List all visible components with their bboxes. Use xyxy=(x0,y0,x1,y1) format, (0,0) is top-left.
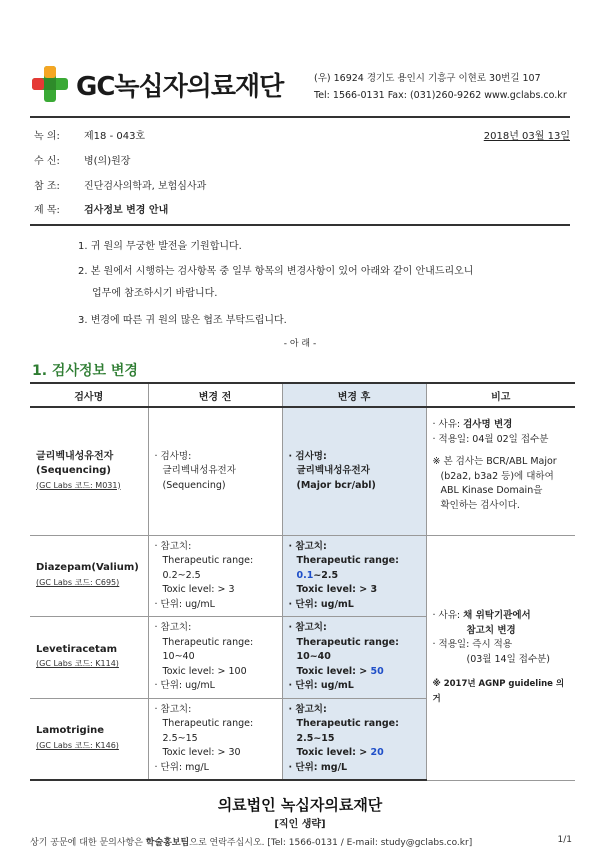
footer-contact-a: 상기 공문에 대한 문의사항은 xyxy=(30,838,146,848)
after-line: · 참고치: xyxy=(288,540,327,552)
after-line: · 참고치: xyxy=(288,622,327,633)
below-heading: - 아 래 - xyxy=(283,339,317,349)
after-text: Toxic level: > xyxy=(296,665,371,677)
before-line: · 참고치: xyxy=(154,540,192,552)
footer-organization: 의료법인 녹십자의료재단 xyxy=(217,796,383,814)
subject: 검사정보 변경 안내 xyxy=(84,205,169,216)
table-row xyxy=(30,535,575,617)
note-value: 검사명 변경 xyxy=(463,419,513,430)
test-name-sub: (Sequencing) xyxy=(36,465,111,476)
before-line: · 단위: ug/mL xyxy=(154,680,215,691)
before-line: · 단위: mg/L xyxy=(154,761,209,773)
after-cell xyxy=(282,407,426,535)
before-line: · 단위: ug/mL xyxy=(154,598,215,610)
note-line: ※ 2017년 AGNP guideline 의거 xyxy=(432,679,565,704)
after-line: · 검사명: xyxy=(288,450,327,462)
test-name-cell xyxy=(30,407,148,535)
table-row xyxy=(30,407,575,535)
logo xyxy=(30,62,320,106)
footer-contact xyxy=(30,835,472,848)
note-line xyxy=(433,609,570,624)
body-paragraph-2a: 2. 본 원에서 시행하는 검사항목 중 일부 항목의 변경사항이 있어 아래와 같이 안내드리오니 xyxy=(78,266,474,277)
after-cell xyxy=(282,535,426,617)
changed-value: 50 xyxy=(370,665,384,677)
meta-divider xyxy=(30,224,570,226)
note-line: 확인하는 검사이다. xyxy=(440,499,520,511)
changed-value: 0.1 xyxy=(296,569,314,581)
shared-note-cell xyxy=(426,535,575,780)
after-text: Therapeutic range: xyxy=(296,555,399,566)
changed-value: 20 xyxy=(370,747,384,758)
test-code: (GC Labs 코드: K114) xyxy=(36,659,119,669)
recipient: 병(의)원장 xyxy=(84,156,131,167)
after-line: · 단위: ug/mL xyxy=(288,598,354,610)
note-line: · 적용일: 04월 02일 접수분 xyxy=(432,433,549,445)
before-cell xyxy=(148,407,282,535)
test-name: Levetiracetam xyxy=(36,643,118,655)
section-title: 1. 검사정보 변경 xyxy=(32,363,138,379)
note-line xyxy=(433,418,570,433)
test-code: (GC Labs 코드: M031) xyxy=(36,480,121,490)
before-line: · 참고치: xyxy=(154,622,192,633)
reference-label: 참 조: xyxy=(34,181,60,192)
note-line: ABL Kinase Domain을 xyxy=(440,485,543,496)
note-cell xyxy=(426,407,575,535)
after-cell xyxy=(282,617,426,699)
body-paragraph-3: 3. 변경에 따른 귀 원의 많은 협조 부탁드립니다. xyxy=(78,315,287,326)
after-line xyxy=(289,746,420,761)
address-block xyxy=(314,70,584,104)
after-line: Therapeutic range: 10~40 xyxy=(296,636,399,662)
after-line: · 단위: ug/mL xyxy=(288,680,354,691)
footer-seal-note: [직인 생략] xyxy=(274,819,326,830)
before-line: Therapeutic range: 0.2~2.5 xyxy=(162,555,254,581)
footer-contact-team: 학술홍보팀 xyxy=(145,838,190,848)
footer-contact-c: 으로 연락주십시오. [Tel: 1566-0131 / E-mail: study@gclabs.co.kr] xyxy=(189,838,473,848)
after-line: · 참고치: xyxy=(288,703,327,715)
reference-row xyxy=(34,177,206,192)
note-line: (b2a2, b3a2 등)에 대하여 xyxy=(440,470,554,482)
doc-number-row xyxy=(34,127,145,142)
note-line: · 적용일: 즉시 적용 xyxy=(432,639,513,650)
test-code: (GC Labs 코드: C695) xyxy=(36,577,120,587)
note-label: · 사유: xyxy=(432,610,464,621)
before-cell xyxy=(148,698,282,780)
before-line: Toxic level: > 30 xyxy=(162,747,241,758)
subject-label: 제 목: xyxy=(34,205,60,216)
after-line xyxy=(289,554,420,583)
test-name: Diazepam(Valium) xyxy=(36,562,139,574)
table-header-row xyxy=(30,383,575,407)
recipient-row xyxy=(34,152,130,167)
doc-date: 2018년 03월 13일 xyxy=(483,131,570,142)
before-line: 글리벡내성유전자 xyxy=(162,465,236,476)
before-line: · 참고치: xyxy=(154,703,192,715)
after-line: (Major bcr/abl) xyxy=(296,479,376,491)
logo-text: GC녹십자의료재단 xyxy=(76,72,284,102)
col-header-before: 변경 전 xyxy=(148,383,282,407)
header-divider xyxy=(30,116,570,118)
test-name-cell xyxy=(30,535,148,617)
before-cell xyxy=(148,617,282,699)
test-name-cell xyxy=(30,617,148,699)
after-line: 글리벡내성유전자 xyxy=(296,465,370,476)
before-line: Therapeutic range: 10~40 xyxy=(162,636,254,662)
after-line xyxy=(289,665,420,680)
contact-line: Tel: 1566-0131 Fax: (031)260-9262 www.gclabs.co.kr xyxy=(314,90,567,101)
after-text: ~2.5 xyxy=(313,569,339,581)
note-value: 채 위탁기관에서 xyxy=(463,610,531,621)
note-line: 참고치 변경 xyxy=(466,624,516,636)
body-paragraph-2b: 업무에 참조하시기 바랍니다. xyxy=(92,288,218,299)
page-number: 1/1 xyxy=(557,835,572,845)
after-line: · 단위: mg/L xyxy=(288,761,348,773)
col-header-note: 비고 xyxy=(426,383,575,407)
before-cell xyxy=(148,535,282,617)
before-line: Toxic level: > 3 xyxy=(162,584,235,595)
test-name: 글리벡내성유전자 xyxy=(36,450,114,462)
before-line: Therapeutic range: 2.5~15 xyxy=(162,718,254,744)
after-cell xyxy=(282,698,426,780)
address-line: (우) 16924 경기도 용인시 기흥구 이현로 30번길 107 xyxy=(314,73,541,84)
note-line: ※ 본 검사는 BCR/ABL Major xyxy=(432,456,557,467)
recipient-label: 수 신: xyxy=(34,156,60,167)
col-header-name: 검사명 xyxy=(30,383,148,407)
body-paragraph-1: 1. 귀 원의 무궁한 발전을 기원합니다. xyxy=(78,241,242,252)
doc-number-label: 녹 의: xyxy=(34,131,60,142)
test-name-cell xyxy=(30,698,148,780)
col-header-after: 변경 후 xyxy=(282,383,426,407)
before-line: Toxic level: > 100 xyxy=(162,665,247,677)
after-line: Toxic level: > 3 xyxy=(296,584,378,595)
change-table xyxy=(30,382,575,781)
note-line: (03월 14일 접수분) xyxy=(466,653,551,665)
after-text: Toxic level: > xyxy=(296,747,371,758)
before-line: (Sequencing) xyxy=(162,479,226,491)
note-label: · 사유: xyxy=(432,419,464,430)
test-code: (GC Labs 코드: K146) xyxy=(36,740,119,750)
reference: 진단검사의학과, 보험심사과 xyxy=(84,181,207,192)
after-line: Therapeutic range: 2.5~15 xyxy=(296,718,399,744)
subject-row xyxy=(34,201,168,216)
before-line: · 검사명: xyxy=(154,450,192,462)
gc-cross-logo-icon xyxy=(30,64,70,104)
doc-number: 제18 - 043호 xyxy=(84,131,146,142)
test-name: Lamotrigine xyxy=(36,725,105,737)
